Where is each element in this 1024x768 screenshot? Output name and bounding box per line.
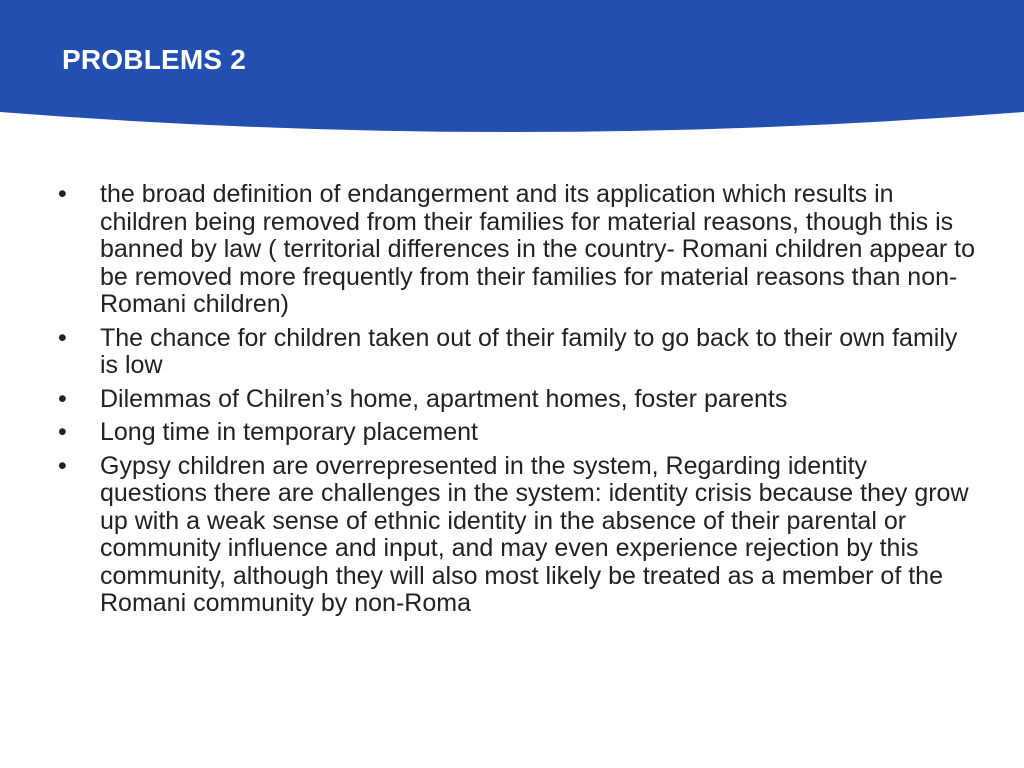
bullet-item <box>58 453 978 618</box>
bullet-text: the broad definition of endangerment and its application which results in children being removed from their families for material reasons, though this is banned by law ( territorial differences in the country- Romani children appear to be removed more frequently from their families for material reasons than non-Romani children) <box>100 180 975 318</box>
bullet-text: The chance for children taken out of their family to go back to their own family is low <box>100 323 958 379</box>
bullet-icon: • <box>58 323 67 352</box>
bullet-item <box>58 325 978 380</box>
bullet-icon: • <box>58 451 67 480</box>
bullet-text: Long time in temporary placement <box>100 418 478 446</box>
bullet-item <box>58 181 978 319</box>
bullet-list <box>58 181 978 624</box>
bullet-text: Dilemmas of Chilren’s home, apartment homes, foster parents <box>100 384 788 413</box>
bullet-item <box>58 419 978 447</box>
bullet-icon: • <box>58 180 67 208</box>
bullet-item <box>58 386 978 414</box>
bullet-text: Gypsy children are overrepresented in the system, Regarding identity questions there are challenges in the system: identity crisis because they grow up with a weak sense of ethnic identity in the absence of their parental or community influence and input, and may even experience rejection by this community, although they will also most likely be treated as a member of the Romani community by non-Roma <box>100 451 969 617</box>
slide-title: PROBLEMS 2 <box>62 44 247 75</box>
bullet-icon: • <box>58 418 67 446</box>
bullet-icon: • <box>58 384 67 413</box>
